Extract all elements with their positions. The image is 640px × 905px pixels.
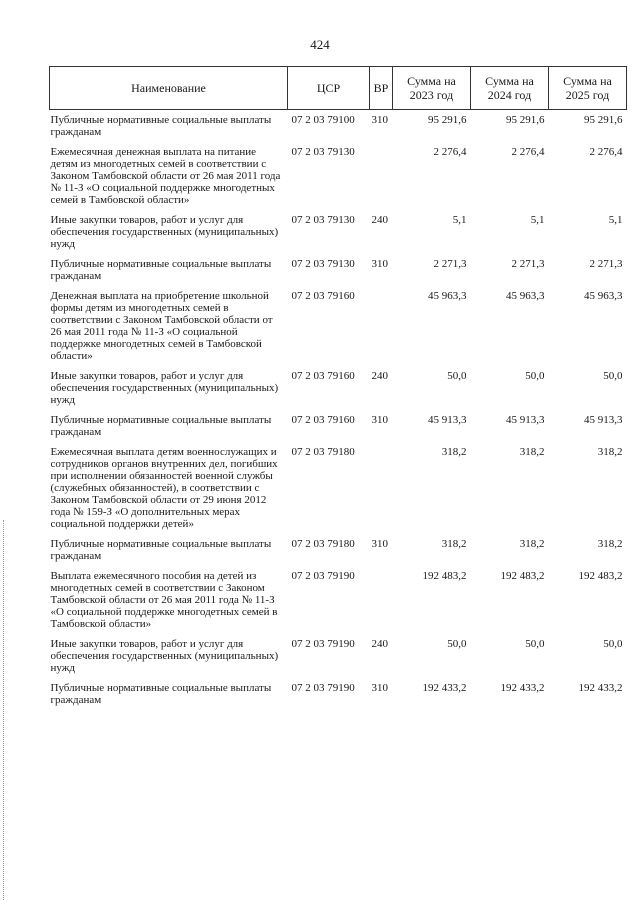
table-row bbox=[50, 286, 627, 366]
header-vr: ВР bbox=[370, 67, 393, 110]
row-sum-2023: 318,2 bbox=[441, 538, 467, 550]
row-vr: 310 bbox=[371, 258, 388, 270]
table-row bbox=[50, 442, 627, 534]
row-sum-2025: 318,2 bbox=[597, 538, 623, 550]
row-csr: 07 2 03 79100 bbox=[291, 114, 355, 126]
row-sum-2024: 95 291,6 bbox=[506, 114, 545, 126]
table-row bbox=[50, 634, 627, 678]
table-row bbox=[50, 566, 627, 634]
row-sum-2025: 2 276,4 bbox=[589, 146, 623, 158]
row-sum-2023: 2 276,4 bbox=[433, 146, 467, 158]
row-sum-2023: 2 271,3 bbox=[433, 258, 467, 270]
row-name: Иные закупки товаров, работ и услуг для обеспечения государственных (муниципальных) нужд bbox=[50, 638, 279, 674]
scan-margin-dots bbox=[3, 520, 6, 900]
row-name: Ежемесячная выплата детям военнослужащих и сотрудников органов внутренних дел, погибших при исполнении обязанностей военной службы (служебных обязанностей), в соответствии с Законом Тамбовской области от 29 июня 2012 года № 159-З «О дополнительных мерах социальной поддержки детей» bbox=[50, 446, 278, 530]
header-sum-2023: Сумма на 2023 год bbox=[393, 67, 471, 110]
row-vr: 310 bbox=[371, 114, 388, 126]
table-header-row bbox=[50, 67, 627, 110]
row-name: Публичные нормативные социальные выплаты гражданам bbox=[50, 682, 272, 706]
table-row bbox=[50, 534, 627, 566]
row-csr: 07 2 03 79190 bbox=[291, 638, 355, 650]
header-csr: ЦСР bbox=[288, 67, 370, 110]
row-name: Выплата ежемесячного пособия на детей из многодетных семей в соответствии с Законом Тамбовской области от 26 мая 2011 года № 11-З «О социальной поддержке многодетных семей в Тамбовской области» bbox=[50, 570, 278, 630]
row-sum-2023: 5,1 bbox=[452, 214, 467, 226]
row-sum-2024: 318,2 bbox=[519, 446, 545, 458]
row-csr: 07 2 03 79160 bbox=[291, 414, 355, 426]
row-sum-2024: 192 483,2 bbox=[500, 570, 545, 582]
row-sum-2025: 2 271,3 bbox=[589, 258, 623, 270]
budget-table bbox=[49, 66, 627, 710]
row-sum-2025: 318,2 bbox=[597, 446, 623, 458]
row-sum-2024: 5,1 bbox=[530, 214, 545, 226]
row-sum-2025: 45 963,3 bbox=[584, 290, 623, 302]
table-row bbox=[50, 254, 627, 286]
row-sum-2024: 2 276,4 bbox=[511, 146, 545, 158]
row-vr: 240 bbox=[371, 370, 388, 382]
row-csr: 07 2 03 79190 bbox=[291, 682, 355, 694]
row-sum-2024: 45 963,3 bbox=[506, 290, 545, 302]
row-sum-2025: 192 433,2 bbox=[578, 682, 623, 694]
row-name: Иные закупки товаров, работ и услуг для обеспечения государственных (муниципальных) нужд bbox=[50, 370, 279, 406]
table-row bbox=[50, 366, 627, 410]
row-sum-2023: 192 483,2 bbox=[422, 570, 467, 582]
row-csr: 07 2 03 79130 bbox=[291, 214, 355, 226]
row-sum-2023: 192 433,2 bbox=[422, 682, 467, 694]
row-sum-2024: 318,2 bbox=[519, 538, 545, 550]
row-name: Иные закупки товаров, работ и услуг для обеспечения государственных (муниципальных) нужд bbox=[50, 214, 279, 250]
row-csr: 07 2 03 79180 bbox=[291, 446, 355, 458]
row-vr: 240 bbox=[371, 638, 388, 650]
row-sum-2024: 45 913,3 bbox=[506, 414, 545, 426]
row-sum-2025: 50,0 bbox=[603, 370, 623, 382]
header-sum-2025: Сумма на 2025 год bbox=[549, 67, 627, 110]
row-vr bbox=[370, 566, 393, 634]
row-vr: 310 bbox=[371, 414, 388, 426]
row-sum-2023: 50,0 bbox=[447, 370, 467, 382]
row-vr bbox=[370, 286, 393, 366]
row-sum-2025: 50,0 bbox=[603, 638, 623, 650]
row-vr bbox=[370, 142, 393, 210]
row-csr: 07 2 03 79160 bbox=[291, 370, 355, 382]
row-sum-2024: 50,0 bbox=[525, 638, 545, 650]
row-sum-2025: 192 483,2 bbox=[578, 570, 623, 582]
row-name: Публичные нормативные социальные выплаты гражданам bbox=[50, 258, 272, 282]
table-row bbox=[50, 678, 627, 710]
row-name: Публичные нормативные социальные выплаты гражданам bbox=[50, 414, 272, 438]
row-csr: 07 2 03 79130 bbox=[291, 258, 355, 270]
header-sum-2024: Сумма на 2024 год bbox=[471, 67, 549, 110]
row-sum-2023: 95 291,6 bbox=[428, 114, 467, 126]
row-vr: 310 bbox=[371, 682, 388, 694]
row-sum-2023: 318,2 bbox=[441, 446, 467, 458]
row-sum-2025: 95 291,6 bbox=[584, 114, 623, 126]
row-csr: 07 2 03 79190 bbox=[291, 570, 355, 582]
row-csr: 07 2 03 79160 bbox=[291, 290, 355, 302]
row-name: Публичные нормативные социальные выплаты гражданам bbox=[50, 114, 272, 138]
row-csr: 07 2 03 79130 bbox=[291, 146, 355, 158]
table-row bbox=[50, 410, 627, 442]
row-sum-2023: 45 913,3 bbox=[428, 414, 467, 426]
row-sum-2024: 50,0 bbox=[525, 370, 545, 382]
row-sum-2025: 45 913,3 bbox=[584, 414, 623, 426]
row-sum-2023: 50,0 bbox=[447, 638, 467, 650]
row-name: Денежная выплата на приобретение школьной формы детям из многодетных семей в соответствии с Законом Тамбовской области от 26 мая 2011 года № 11-З «О социальной поддержке многодетных семей в Тамбовской области» bbox=[50, 290, 273, 362]
row-vr bbox=[370, 442, 393, 534]
table-row bbox=[50, 110, 627, 143]
row-sum-2023: 45 963,3 bbox=[428, 290, 467, 302]
header-name: Наименование bbox=[50, 67, 288, 110]
table-row bbox=[50, 210, 627, 254]
row-sum-2024: 192 433,2 bbox=[500, 682, 545, 694]
row-name: Публичные нормативные социальные выплаты гражданам bbox=[50, 538, 272, 562]
row-sum-2025: 5,1 bbox=[608, 214, 623, 226]
table-row bbox=[50, 142, 627, 210]
row-vr: 310 bbox=[371, 538, 388, 550]
row-name: Ежемесячная денежная выплата на питание детям из многодетных семей в соответствии с Законом Тамбовской области от 26 мая 2011 года № 11-З «О социальной поддержке многодетных семей в Тамбовской области» bbox=[50, 146, 281, 206]
row-csr: 07 2 03 79180 bbox=[291, 538, 355, 550]
row-sum-2024: 2 271,3 bbox=[511, 258, 545, 270]
row-vr: 240 bbox=[371, 214, 388, 226]
page-number: 424 bbox=[310, 37, 330, 52]
